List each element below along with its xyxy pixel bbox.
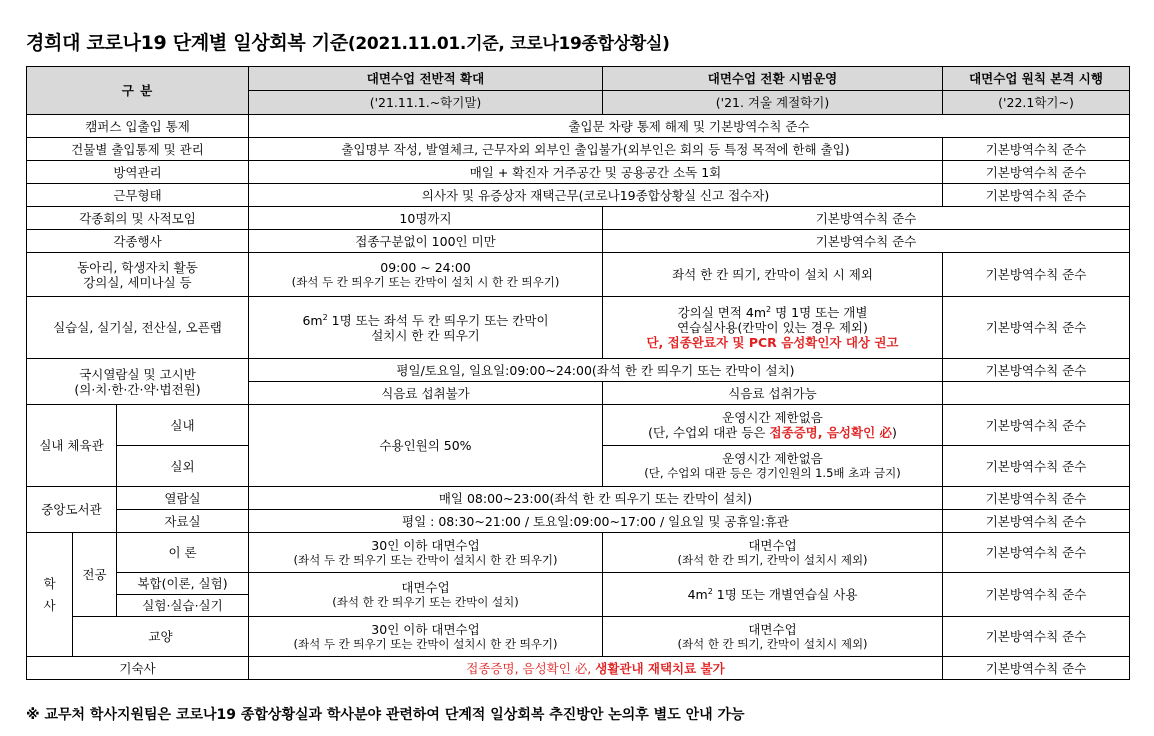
row-value-phase1: [249, 253, 603, 297]
footer-note: ※ 교무처 학사지원팀은 코로나19 종합상황실과 학사분야 관련하여 단계적 일상회복 추진방안 논의후 별도 안내 가능: [26, 707, 745, 723]
header-row: [27, 67, 1130, 91]
row-label: 방역관리: [27, 161, 249, 184]
row-label: [27, 253, 249, 297]
row-value-phase1: [249, 533, 603, 573]
row-value-phase1: 접종구분없이 100인 미만: [249, 230, 603, 253]
title-main: 경희대 코로나19 단계별 일상회복 기준: [26, 32, 348, 54]
row-label: 학사: [43, 575, 56, 613]
row-value-phase1: [249, 297, 603, 359]
table-row: [27, 207, 1130, 230]
row-sublabel: 복합(이론, 실험): [117, 573, 249, 595]
header-phase2: 대면수업 전환 시범운영: [603, 67, 943, 91]
value-line2: (좌석 한 칸 띄기, 칸막이 설치시 제외): [677, 636, 868, 651]
row-value-phase3: 기본방역수칙 준수: [943, 510, 1130, 533]
row-value-phase3: 기본방역수칙 준수: [943, 405, 1130, 446]
table-row: [27, 253, 1130, 297]
value-line2: (좌석 두 칸 띄우기 또는 칸막이 설치시 한 칸 띄우기): [293, 552, 558, 567]
row-value-phase1: [249, 617, 603, 657]
text: 1명 또는 좌석 두 칸 띄우기 또는 칸막이: [327, 312, 549, 328]
row-label: 중앙도서관: [27, 487, 117, 533]
table-row: [27, 359, 1130, 382]
text-warning: 접종증명, 음성확인 必,: [466, 660, 596, 676]
row-value-phase3: 기본방역수칙 준수: [943, 573, 1130, 617]
text: 4m: [687, 587, 708, 602]
row-value: 출입명부 작성, 발열체크, 근무자외 외부인 출입불가(외부인은 회의 등 특정 목적에 한해 출입): [249, 138, 943, 161]
row-value-phase3: 기본방역수칙 준수: [943, 533, 1130, 573]
row-value-phase3: 기본방역수칙 준수: [943, 657, 1130, 680]
row-sublabel: 실내: [117, 405, 249, 446]
row-sublabel: 실험·실습·실기: [117, 595, 249, 617]
row-sublabel: 열람실: [117, 487, 249, 510]
value-line1: 운영시간 제한없음: [722, 410, 823, 425]
row-sublabel: 교양: [73, 617, 249, 657]
value-line3-warning: 단, 접종완료자 및 PCR 음성확인자 대상 권고: [646, 335, 899, 350]
header-phase3: 대면수업 원칙 본격 시행: [943, 67, 1130, 91]
row-value: 의사자 및 유증상자 재택근무(코로나19종합상황실 신고 접수자): [249, 184, 943, 207]
table-row: [27, 510, 1130, 533]
row-value-phase3: 기본방역수칙 준수: [943, 297, 1130, 359]
table-row: [27, 138, 1130, 161]
row-label: 실내 체육관: [27, 405, 117, 487]
value-line1: 운영시간 제한없음: [722, 451, 823, 466]
value-line1: 대면수업: [748, 537, 797, 553]
text: 1명 또는 개별연습실 사용: [712, 587, 858, 602]
value-line2: (좌석 한 칸 띄기, 칸막이 설치시 제외): [677, 552, 868, 567]
row-value-phase23: 기본방역수칙 준수: [603, 207, 1130, 230]
header-category: 구 분: [27, 67, 249, 115]
value-line2: (단, 수업외 대관 등은 경기인원의 1.5배 초과 금지): [644, 466, 901, 480]
row-label: 캠퍼스 입출입 통제: [27, 115, 249, 138]
row-value-phase3: 기본방역수칙 준수: [943, 446, 1130, 487]
value-line2: 연습실사용(칸막이 있는 경우 제외): [677, 320, 868, 335]
row-value-phase3: 기본방역수칙 준수: [943, 359, 1130, 382]
row-sublabel: 실외: [117, 446, 249, 487]
row-value-phase3-empty: [943, 382, 1130, 405]
value-line1: 30인 이하 대면수업: [371, 621, 480, 637]
header-phase1-date: ('21.11.1.~학기말): [249, 91, 603, 115]
value-line2: (좌석 두 칸 띄우기 또는 칸막이 설치 시 한 칸 띄우기): [291, 274, 560, 289]
row-value-phase2: 식음료 섭취가능: [603, 382, 943, 405]
row-value-phase2: [603, 405, 943, 446]
header-phase3-date: ('22.1학기~): [943, 91, 1130, 115]
header-phase1: 대면수업 전반적 확대: [249, 67, 603, 91]
text: (단, 수업외 대관 등은: [648, 425, 770, 440]
table-row: [27, 230, 1130, 253]
text: 6m: [302, 312, 323, 328]
value-line1: 대면수업: [748, 621, 797, 637]
table-row: [27, 115, 1130, 138]
row-sublabel-major: 전공: [73, 533, 117, 617]
row-value-phase3: 기본방역수칙 준수: [943, 487, 1130, 510]
superscript: 2: [322, 312, 328, 322]
value-line2: [605, 425, 940, 440]
table-row: [27, 161, 1130, 184]
title-sub: (2021.11.01.기준, 코로나19종합상황실): [347, 34, 670, 54]
value-line2: 설치시 한 칸 띄우기: [371, 327, 480, 343]
row-label-academic: [27, 533, 73, 657]
row-sublabel: 이 론: [117, 533, 249, 573]
superscript: 2: [766, 304, 772, 314]
row-label: 건물별 출입통제 및 관리: [27, 138, 249, 161]
table-row: [27, 573, 1130, 595]
row-value-phase3: 기본방역수칙 준수: [943, 161, 1130, 184]
row-value: 매일 08:00~23:00(좌석 한 칸 띄우기 또는 칸막이 설치): [249, 487, 943, 510]
value-line2: (좌석 한 칸 띄우기 또는 칸막이 설치): [332, 594, 519, 609]
table-row: [27, 657, 1130, 680]
row-value-phase2: [603, 297, 943, 359]
row-value: 매일 + 확진자 거주공간 및 공용공간 소독 1회: [249, 161, 943, 184]
row-value-phase2: 좌석 한 칸 띄기, 칸막이 설치 시 제외: [603, 253, 943, 297]
recovery-standards-table: [26, 66, 1130, 680]
value-line1: 30인 이하 대면수업: [371, 537, 480, 553]
value-line1: 대면수업: [401, 579, 450, 595]
row-value: 평일 : 08:30~21:00 / 토요일:09:00~17:00 / 일요일 및 공휴일:휴관: [249, 510, 943, 533]
table-row: [27, 617, 1130, 657]
table-row: [27, 297, 1130, 359]
value-line1: [251, 313, 600, 328]
row-value: 출입문 차량 통제 해제 및 기본방역수칙 준수: [249, 115, 1130, 138]
row-label: 실습실, 실기실, 전산실, 오픈랩: [27, 297, 249, 359]
row-value-phase2: [603, 446, 943, 487]
row-label-line2: 강의실, 세미나실 등: [83, 274, 192, 290]
row-value-phase23: 기본방역수칙 준수: [603, 230, 1130, 253]
row-value-phase3: 기본방역수칙 준수: [943, 184, 1130, 207]
row-value-phase2: [603, 617, 943, 657]
row-label: 각종회의 및 사적모임: [27, 207, 249, 230]
superscript: 2: [707, 586, 713, 596]
row-label: 근무형태: [27, 184, 249, 207]
text: 강의실 면적 4m: [677, 305, 767, 320]
table-row: [27, 533, 1130, 573]
row-value-phase3: 기본방역수칙 준수: [943, 253, 1130, 297]
row-sublabel: 자료실: [117, 510, 249, 533]
row-label: [27, 359, 249, 405]
row-value-phase2: [603, 533, 943, 573]
table-row: [27, 184, 1130, 207]
text-warning-bold: 생활관내 재택치료 불가: [595, 660, 725, 676]
row-label-line1: 국시열람실 및 고시반: [79, 366, 196, 382]
row-label-line2: (의·치·한·간·약·법전원): [74, 381, 201, 397]
text-warning: 접종증명, 음성확인 必: [769, 425, 893, 440]
table-row: [27, 405, 1130, 446]
value-line1: [605, 305, 940, 320]
row-label: 각종행사: [27, 230, 249, 253]
row-value-phase3: 기본방역수칙 준수: [943, 617, 1130, 657]
row-value-phase1: 10명까지: [249, 207, 603, 230]
value-line2: (좌석 두 칸 띄우기 또는 칸막이 설치시 한 칸 띄우기): [293, 636, 558, 651]
table-row: [27, 487, 1130, 510]
row-value-phase1: 수용인원의 50%: [249, 405, 603, 487]
row-label-line1: 동아리, 학생자치 활동: [77, 259, 198, 275]
text: 명 1명 또는 개별: [771, 305, 868, 320]
value-line1: 09:00 ~ 24:00: [380, 259, 471, 275]
row-value-phase2: [603, 573, 943, 617]
row-value: 평일/토요일, 일요일:09:00~24:00(좌석 한 칸 띄우기 또는 칸막이 설치): [249, 359, 943, 382]
row-value-phase3: 기본방역수칙 준수: [943, 138, 1130, 161]
row-label: 기숙사: [27, 657, 249, 680]
row-value-phase1: 식음료 섭취불가: [249, 382, 603, 405]
text: ): [892, 425, 897, 440]
row-value-phase1: [249, 573, 603, 617]
row-value: [249, 657, 943, 680]
page-title: [26, 28, 670, 55]
header-phase2-date: ('21. 겨울 계절학기): [603, 91, 943, 115]
